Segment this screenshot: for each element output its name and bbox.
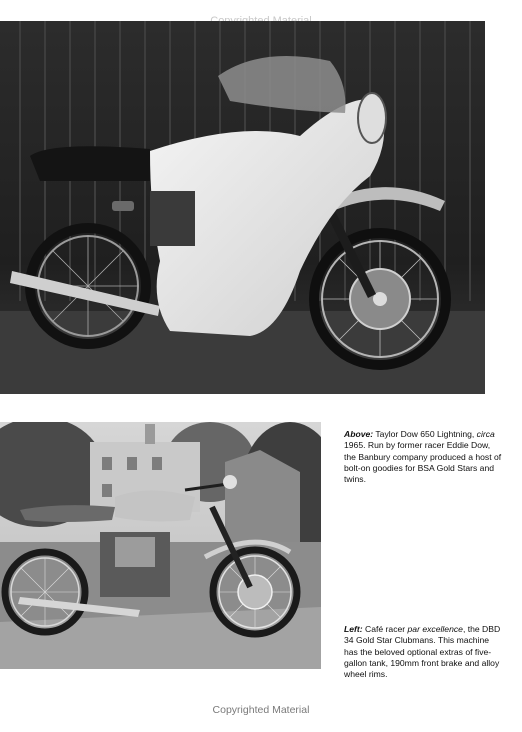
- caption-left-text-2: , the DBD 34 Gold Star Clubmans. This machine has the beloved optional extras of five-gallon tank, 190mm front brake and alloy wheel rims.: [344, 624, 501, 680]
- caption-above-italic: circa: [476, 429, 495, 439]
- caption-above-text-1: Taylor Dow 650 Lightning,: [373, 429, 475, 439]
- caption-above: [344, 429, 504, 485]
- watermark-bottom: Copyrighted Material: [212, 704, 310, 716]
- caption-left: [344, 624, 504, 680]
- caption-above-text-2: 1965. Run by former racer Eddie Dow, the Banbury company produced a host of bolt-on goodies for BSA Gold Stars and twins.: [344, 440, 502, 485]
- caption-left-italic: par excellence: [407, 624, 463, 634]
- photo-taylor-dow-lightning: [0, 21, 485, 394]
- caption-above-lead: Above:: [344, 429, 374, 439]
- photo-gold-star-clubmans: [0, 422, 321, 669]
- caption-left-text-1: Café racer: [362, 624, 408, 634]
- caption-left-lead: Left:: [344, 624, 363, 634]
